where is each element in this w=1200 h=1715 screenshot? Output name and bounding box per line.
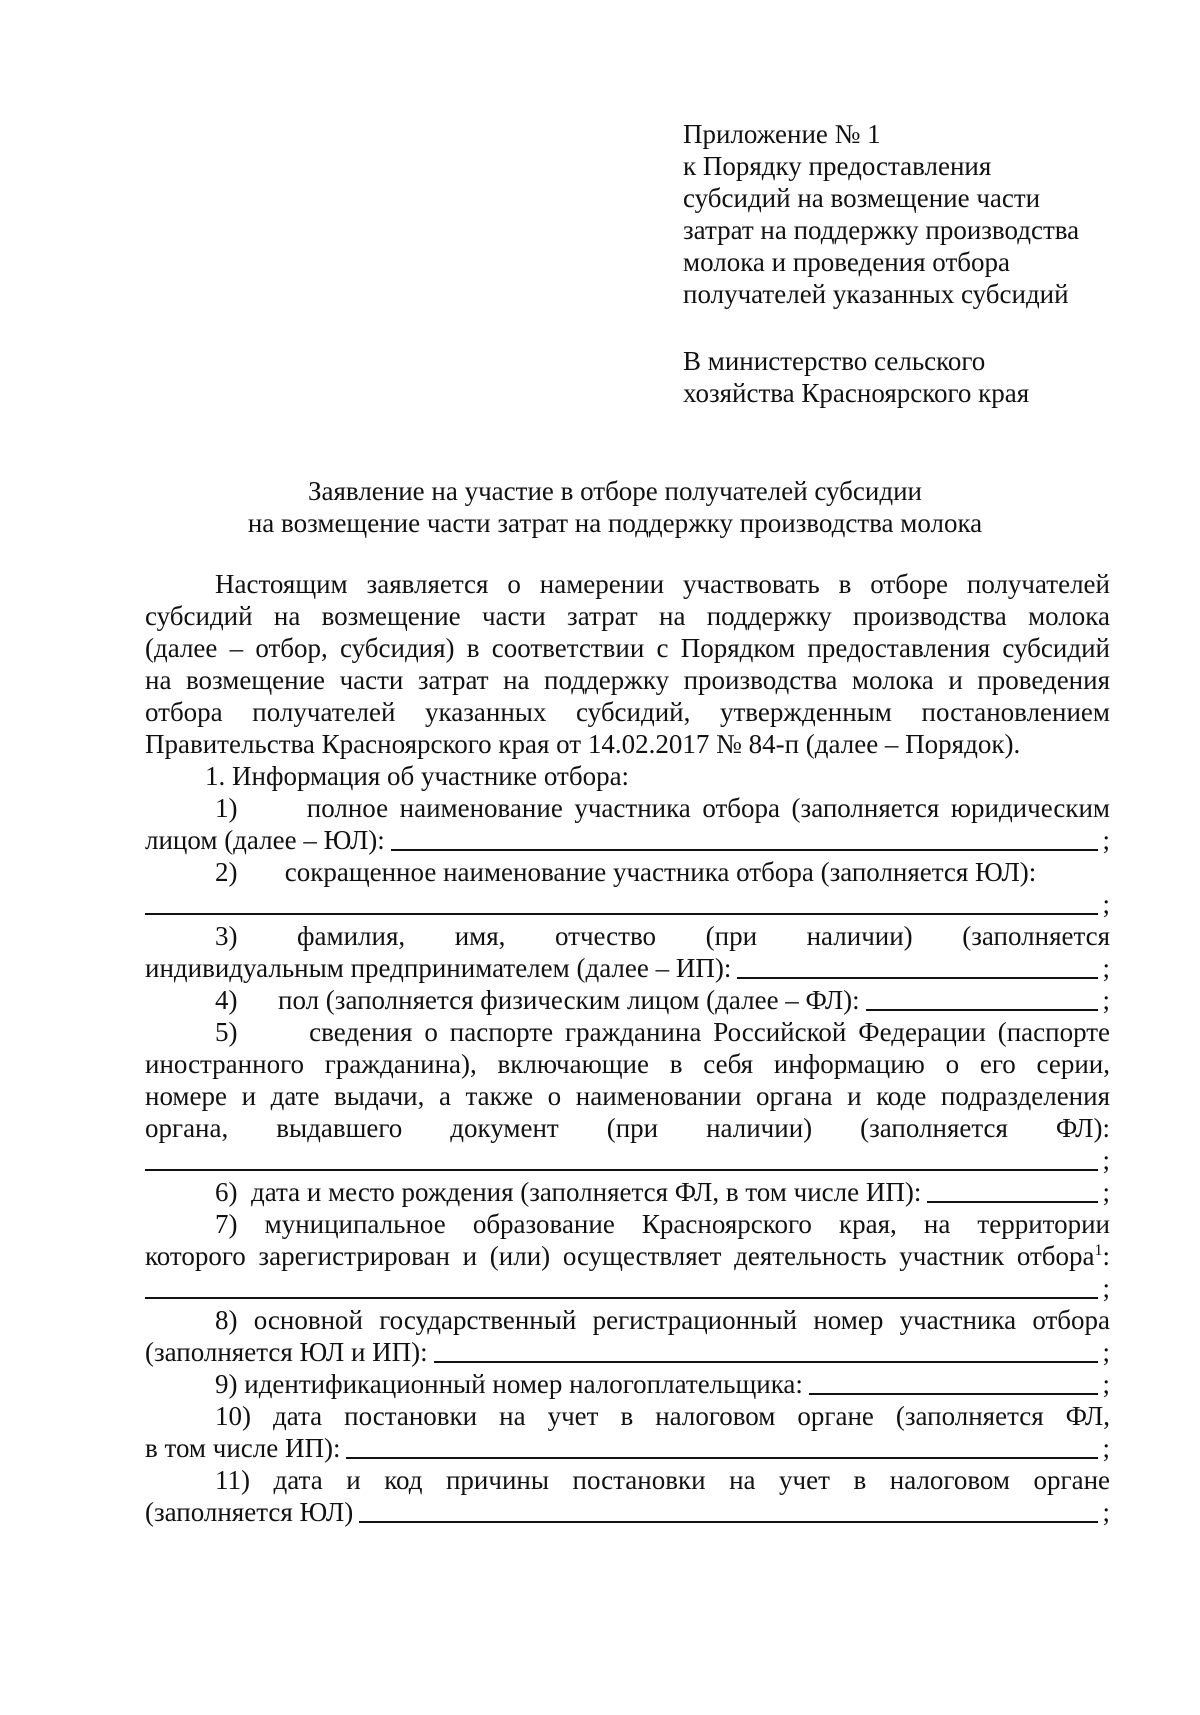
item-3-field-row	[145, 952, 1110, 984]
semicolon: ;	[1102, 1337, 1110, 1367]
inn-field[interactable]	[809, 1369, 1099, 1395]
item-6-label: 6) дата и место рождения (заполняется ФЛ, в том числе ИП):	[215, 1177, 922, 1207]
item-8-field-row	[145, 1336, 1110, 1368]
item-3-label: индивидуальным предпринимателем (далее – ИП):	[145, 953, 732, 983]
semicolon: ;	[1102, 1433, 1110, 1463]
colon: :	[1102, 1241, 1110, 1271]
item-8-line: 8) основной государственный регистрационный номер участника отбора	[215, 1305, 1110, 1335]
item-5-line: номере и дате выдачи, а также о наименовании органа и коде подразделения	[145, 1081, 1110, 1111]
addressee-line: хозяйства Красноярского края	[683, 378, 1030, 408]
ogrn-field[interactable]	[434, 1337, 1099, 1363]
addressee	[683, 345, 1163, 409]
item-5-line: 5) сведения о паспорте гражданина Российской Федерации (паспорте	[215, 1017, 1110, 1047]
intro-line: субсидий на возмещение части затрат на поддержку производства молока	[145, 601, 1110, 631]
semicolon: ;	[1102, 825, 1110, 855]
item-11-field-row	[145, 1496, 1110, 1528]
intro-line: Правительства Красноярского края от 14.02.2017 № 84-п (далее – Порядок).	[145, 729, 1021, 759]
title-line: на возмещение части затрат на поддержку производства молока	[247, 508, 983, 538]
appendix-line: Приложение № 1	[683, 119, 881, 149]
item-11-line: 11) дата и код причины постановки на учет в налоговом органе	[215, 1465, 1110, 1495]
gender-field[interactable]	[866, 985, 1099, 1011]
semicolon: ;	[1102, 985, 1110, 1015]
semicolon: ;	[1102, 953, 1110, 983]
intro-line: отбора получателей указанных субсидий, утвержденным постановлением	[145, 697, 1110, 727]
item-6-field-row	[145, 1176, 1110, 1208]
item-10-line: 10) дата постановки на учет в налоговом органе (заполняется ФЛ,	[215, 1401, 1110, 1431]
semicolon: ;	[1102, 1273, 1110, 1303]
item-7-line: 7) муниципальное образование Красноярского края, на территории	[215, 1209, 1110, 1239]
appendix-line: субсидий на возмещение части	[683, 183, 1041, 213]
item-5-line: иностранного гражданина), включающие в себя информацию о его серии,	[145, 1049, 1110, 1079]
item-9-field-row	[145, 1368, 1110, 1400]
semicolon: ;	[1102, 1497, 1110, 1527]
appendix-header	[683, 118, 1163, 310]
document-title	[140, 475, 1090, 539]
item-2-field-row	[145, 888, 1110, 920]
document-body	[145, 568, 1110, 1528]
item-10-label: в том числе ИП):	[145, 1433, 341, 1463]
fio-field[interactable]	[737, 953, 1098, 979]
section-heading: 1. Информация об участнике отбора:	[205, 761, 630, 791]
item-5-field-row	[145, 1144, 1110, 1176]
item-1-label: лицом (далее – ЮЛ):	[145, 825, 385, 855]
intro-paragraph	[145, 568, 1110, 760]
item-7-text: которого зарегистрирован и (или) осуществляет деятельность участник отбора	[145, 1241, 1095, 1271]
item-3-line: 3) фамилия, имя, отчество (при наличии) (заполняется	[215, 921, 1110, 951]
birth-date-place-field[interactable]	[927, 1177, 1098, 1203]
semicolon: ;	[1102, 1145, 1110, 1175]
item-10-field-row	[145, 1432, 1110, 1464]
kpp-field[interactable]	[359, 1497, 1098, 1523]
semicolon: ;	[1102, 1177, 1110, 1207]
item-4-label: 4) пол (заполняется физическим лицом (далее – ФЛ):	[215, 985, 860, 1015]
passport-field[interactable]	[145, 1145, 1098, 1171]
item-9-label: 9) идентификационный номер налогоплательщика:	[215, 1369, 803, 1399]
item-5-line: органа, выдавшего документ (при наличии) (заполняется ФЛ):	[145, 1113, 1110, 1143]
appendix-line: затрат на поддержку производства	[683, 215, 1080, 245]
municipality-field[interactable]	[145, 1273, 1098, 1299]
appendix-line: к Порядку предоставления	[683, 151, 992, 181]
addressee-line: В министерство сельского	[683, 346, 986, 376]
intro-line: Настоящим заявляется о намерении участвовать в отборе получателей	[215, 569, 1110, 599]
item-7-line-2	[145, 1240, 1110, 1272]
intro-line: (далее – отбор, субсидия) в соответствии с Порядком предоставления субсидий	[145, 633, 1110, 663]
appendix-line: молока и проведения отбора	[683, 247, 1010, 277]
semicolon: ;	[1102, 1369, 1110, 1399]
item-1-line: 1) полное наименование участника отбора (заполняется юридическим	[215, 793, 1110, 823]
full-name-field[interactable]	[391, 825, 1099, 851]
item-1-field-row	[145, 824, 1110, 856]
item-8-label: (заполняется ЮЛ и ИП):	[145, 1337, 428, 1367]
footnote-mark: 1	[1094, 1242, 1103, 1259]
title-line: Заявление на участие в отборе получателей субсидии	[308, 476, 922, 506]
item-2-line: 2) сокращенное наименование участника отбора (заполняется ЮЛ):	[215, 857, 1037, 887]
tax-registration-date-field[interactable]	[346, 1433, 1098, 1459]
appendix-line: получателей указанных субсидий	[683, 279, 1069, 309]
item-7-field-row	[145, 1272, 1110, 1304]
short-name-field[interactable]	[145, 889, 1098, 915]
item-11-label: (заполняется ЮЛ)	[145, 1497, 354, 1527]
item-4-field-row	[145, 984, 1110, 1016]
semicolon: ;	[1102, 889, 1110, 919]
intro-line: на возмещение части затрат на поддержку производства молока и проведения	[145, 665, 1110, 695]
